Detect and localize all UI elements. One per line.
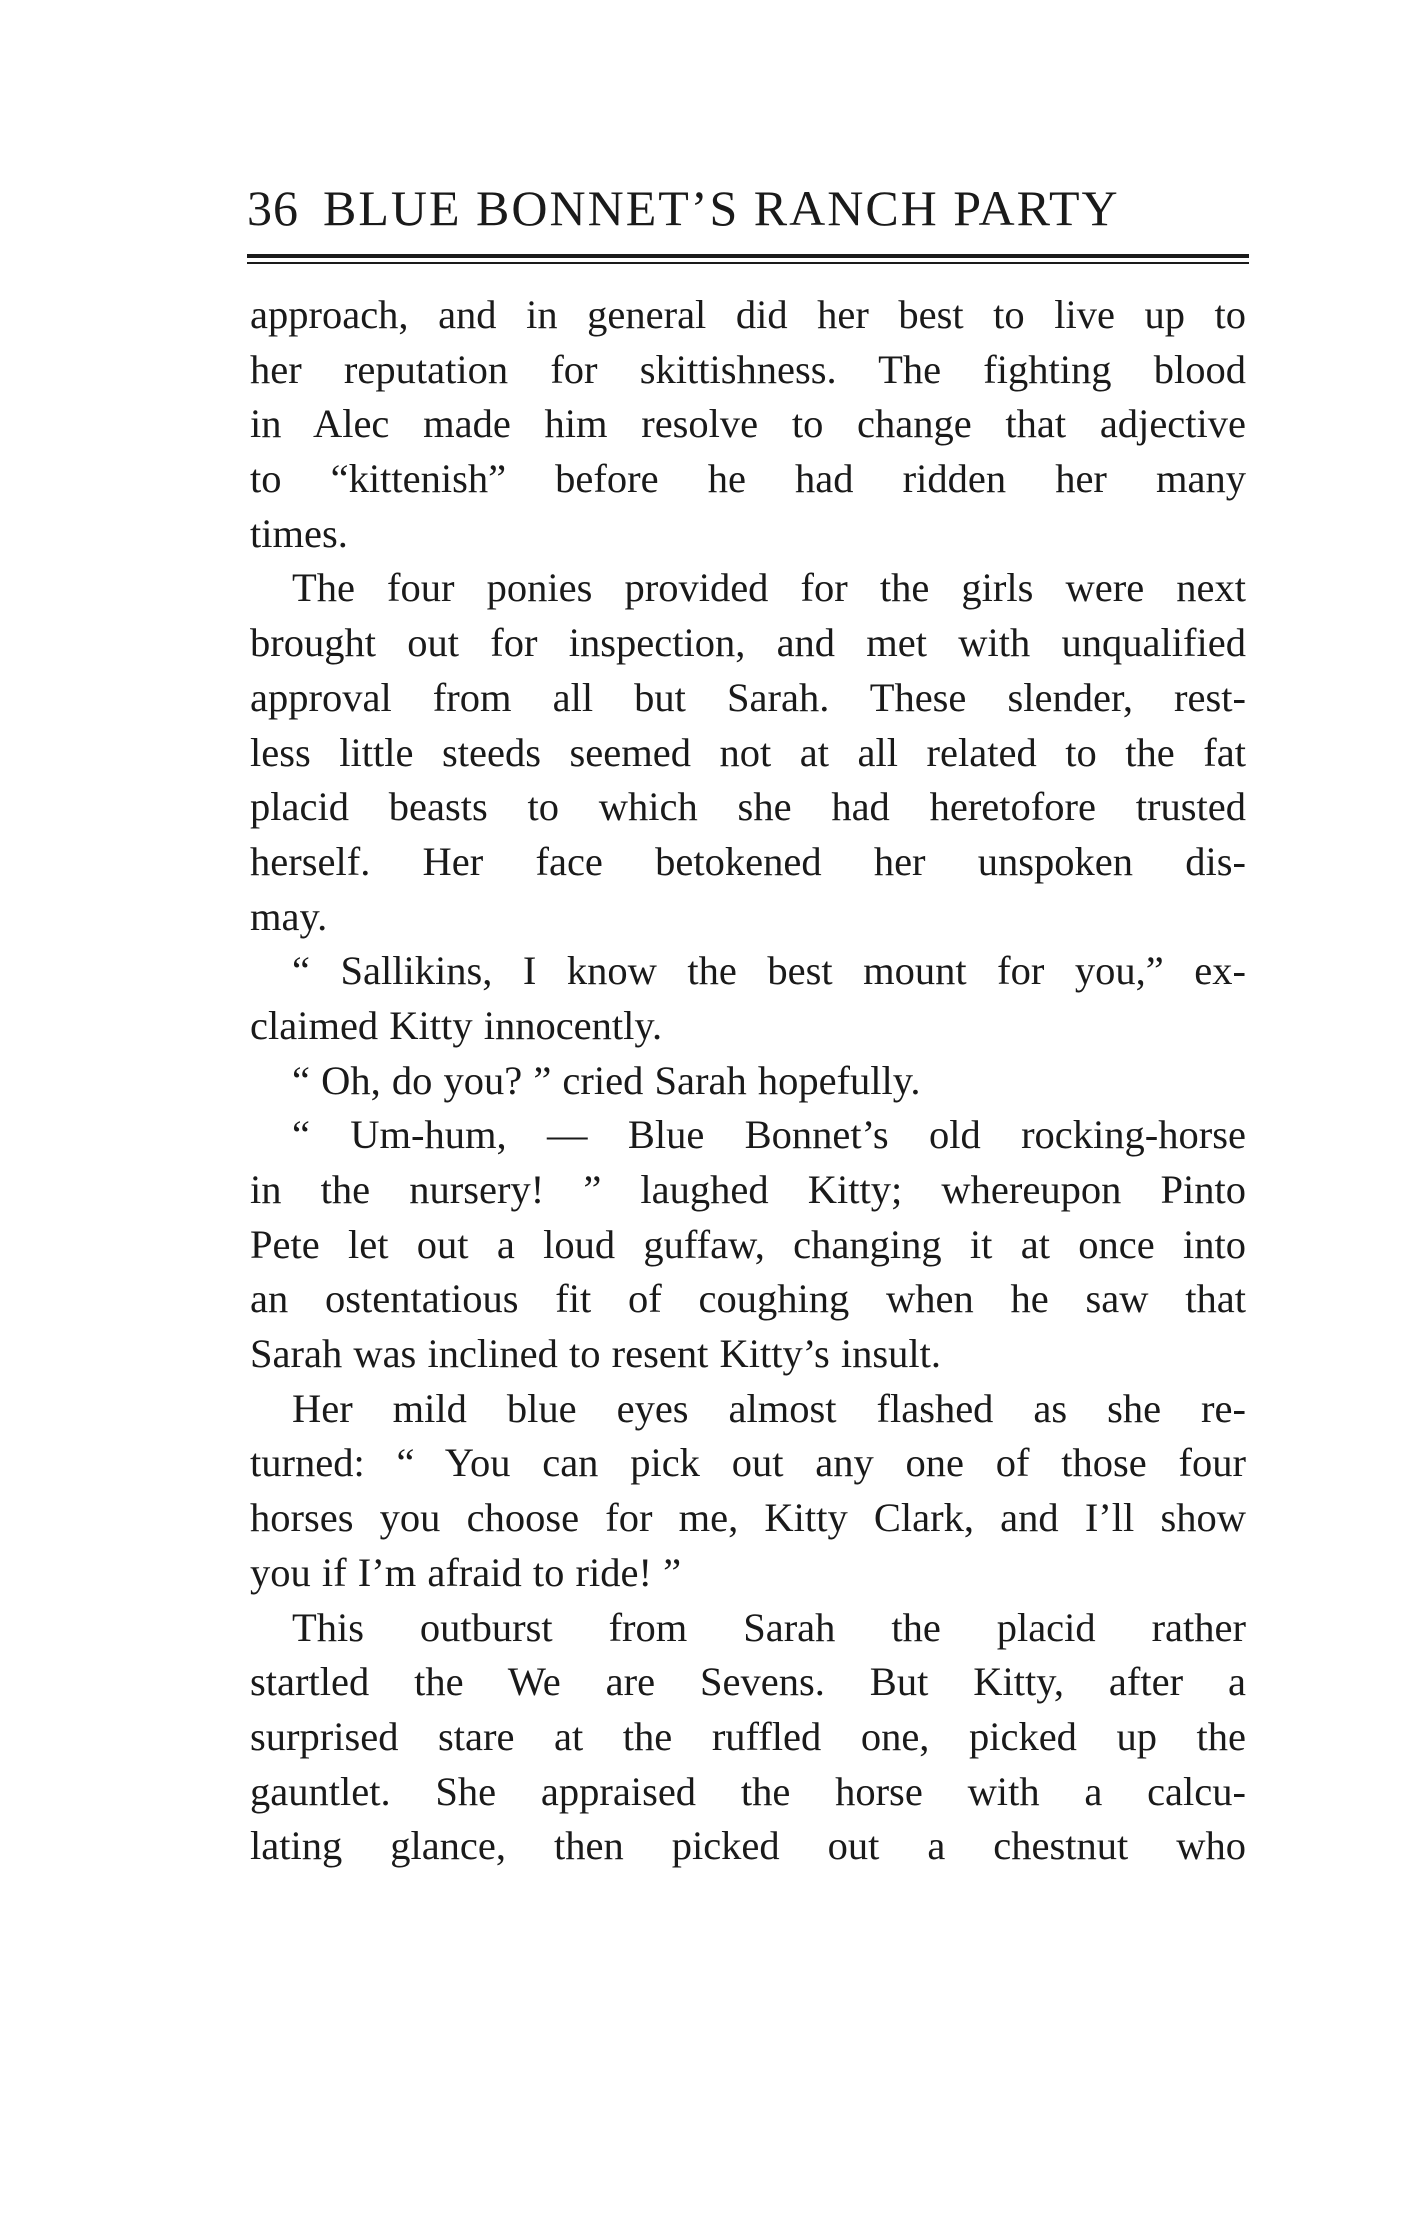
text-line: “ Um-hum, — Blue Bonnet’s old rocking-horse — [292, 1112, 1246, 1158]
text-line: turned: “ You can pick out any one of those four — [250, 1440, 1246, 1486]
text-line: herself. Her face betokened her unspoken dis- — [250, 838, 1246, 884]
text-line: gauntlet. She appraised the horse with a calcu- — [250, 1768, 1246, 1814]
text-line: an ostentatious fit of coughing when he saw that — [250, 1276, 1246, 1322]
header-rule-thin — [247, 262, 1249, 264]
text-line: approach, and in general did her best to live up to — [250, 292, 1246, 337]
text-line: lating glance, then picked out a chestnut who — [250, 1823, 1246, 1869]
text-line: Pete let out a loud guffaw, changing it at once into — [250, 1221, 1246, 1267]
text-line: startled the We are Sevens. But Kitty, after a — [250, 1659, 1246, 1705]
text-line: approval from all but Sarah. These slender, rest- — [250, 674, 1246, 720]
text-line: claimed Kitty innocently. — [250, 1002, 663, 1048]
text-line: times. — [250, 510, 348, 556]
text-line: The four ponies provided for the girls were next — [292, 565, 1246, 611]
page-number: 36 — [247, 180, 299, 236]
text-line: This outburst from Sarah the placid rather — [292, 1604, 1246, 1650]
text-line: may. — [250, 893, 328, 939]
text-line: “ Sallikins, I know the best mount for you,” ex- — [292, 948, 1246, 994]
running-title: BLUE BONNET’S RANCH PARTY — [323, 180, 1120, 236]
text-line: you if I’m afraid to ride! ” — [250, 1549, 682, 1595]
text-line: Sarah was inclined to resent Kitty’s insult. — [250, 1331, 942, 1377]
text-line: brought out for inspection, and met with unqualified — [250, 620, 1246, 666]
text-line: in the nursery! ” laughed Kitty; whereupon Pinto — [250, 1167, 1246, 1212]
text-line: her reputation for skittishness. The fighting blood — [250, 346, 1246, 392]
text-line: “ Oh, do you? ” cried Sarah hopefully. — [292, 1057, 921, 1103]
text-line: in Alec made him resolve to change that adjective — [250, 401, 1246, 447]
text-line: Her mild blue eyes almost flashed as she re- — [292, 1385, 1246, 1431]
text-line: surprised stare at the ruffled one, picked up the — [250, 1713, 1246, 1759]
header-rule-thick — [247, 254, 1249, 258]
text-line: less little steeds seemed not at all related to the fat — [250, 729, 1246, 775]
text-line: horses you choose for me, Kitty Clark, and I’ll show — [250, 1495, 1246, 1541]
text-line: placid beasts to which she had heretofore trusted — [250, 784, 1246, 830]
body-text — [250, 288, 1246, 1874]
text-line: to “kittenish” before he had ridden her many — [250, 456, 1246, 502]
page-header — [247, 178, 1249, 238]
